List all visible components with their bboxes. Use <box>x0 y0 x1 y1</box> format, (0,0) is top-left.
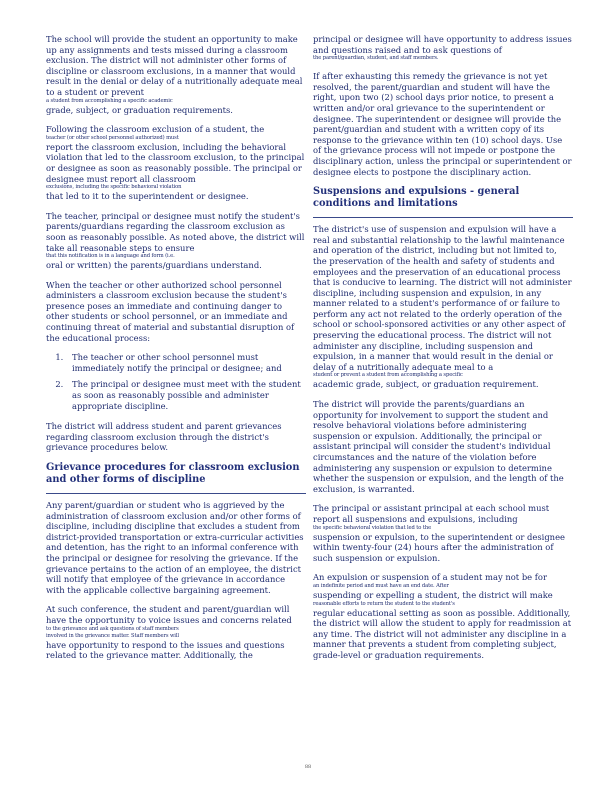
report-exclusion-paragraph: Following the classroom exclusion of a student, the teacher (or other school personnel authorized) must report the classroom exclusion, including the behavioral violation that led to the classroom exclusion, to the principal or designee as soon as reasonably possible. The principal or designee must report all classroom exclusions, including the specific behavioral violation that led to it to the superintendent or designee. <box>46 124 305 202</box>
conference-paragraph: At such conference, the student and parent/guardian will have the opportunity to voice issues and concerns related to the grievance and ask questions of staff members involved in the grievance matter. Staff members will have opportunity to respond to the issues and questions related to the grievance matter. Additionally, the <box>46 604 292 661</box>
page-number: 88 <box>304 764 312 770</box>
heading-divider <box>313 217 573 218</box>
list-item: 1. The teacher or other school personnel must immediately notify the principal or designee; and <box>66 352 306 373</box>
heading-divider <box>46 493 306 494</box>
makeup-assignments-paragraph: The school will provide the student an opportunity to make up any assignments and tests missed during a classroom exclusion. The district will not administer other forms of discipline or classroom exclusions, in a manner that would result in the denial or delay of a nutritionally adequate meal to a student or prevent a student from accomplishing a specific academic grade, subject, or graduation requirements. <box>46 34 303 115</box>
notify-parents-paragraph: The teacher, principal or designee must notify the student's parents/guardians regarding the classroom exclusion as soon as reasonably possible. As noted above, the district will take all reasonable steps to ensure that this notification is in a language and form (i.e. oral or written) the parents/guardians understand. <box>46 210 305 271</box>
district-use-paragraph: The district's use of suspension and expulsion will have a real and substantial relationship to the lawful maintenance and operation of the district, including but not limited to, the preservation of the health and safety of students and employees and the preservation of an educational process that is conducive to learning. The district will not administer discipline, including suspension and expulsion, in any manner related to a student's performance of or failure to perform any act not related to the orderly operation of the school or school-sponsored activities or any other aspect of preserving the educational process. The district will not administer any discipline, including suspension and expulsion, in a manner that would result in the denial or delay of a nutritionally adequate meal to a student or prevent a student from accomplishing a specific academic grade, subject, or graduation requirement. <box>313 224 572 390</box>
grievance-intro-paragraph: The district will address student and parent grievances regarding classroom exclusion through the district's grievance procedures below. <box>46 421 282 453</box>
immediate-danger-paragraph: When the teacher or other authorized school personnel administers a classroom exclusion because the student's presence poses an immediate and continuing danger to other students or school personnel, or an immediate and continuing threat of material and substantial disruption of the educational process: <box>46 279 295 343</box>
procedure-list <box>46 352 306 411</box>
right-column <box>313 34 573 670</box>
suspensions-heading: Suspensions and expulsions - general conditions and limitations <box>313 186 520 210</box>
grievance-heading: Grievance procedures for classroom exclusion and other forms of discipline <box>46 462 300 485</box>
report-suspensions-paragraph: The principal or assistant principal at each school must report all suspensions and expulsions, including the specific behavioral violation that led to the suspension or expulsion, to the superintendent or designee within twenty-four (24) hours after the administration of such suspension or expulsion. <box>313 503 565 563</box>
left-column <box>46 34 306 670</box>
grievance-escalation-paragraph: If after exhausting this remedy the grievance is not yet resolved, the parent/guardian and student will have the right, upon two (2) school days prior notice, to present a written and/or oral grievance to the superintendent or designee. The superintendent or designee will provide the parent/guardian and student with a written copy of its response to the grievance within ten (10) school days. Use of the grievance process will not impede or postpone the disciplinary action, unless the principal or superintendent or designee elects to postpone the disciplinary action. <box>313 71 572 177</box>
aggrieved-paragraph: Any parent/guardian or student who is aggrieved by the administration of classroom exclusion and/or other forms of discipline, including discipline that excludes a student from district-provided transportation or extra-curricular activities and detention, has the right to an informal conference with the principal or designee for resolving the grievance. If the grievance pertains to the action of an employee, the district will notify that employee of the grievance in accordance with the applicable collective bargaining agreement. <box>46 500 304 595</box>
parent-involvement-paragraph: The district will provide the parents/guardians an opportunity for involvement to support the student and resolve behavioral violations before administering suspension or expulsion. Additionally, the principal or assistant principal will consider the student's individual circumstances and the nature of the violation before administering any suspension or expulsion to determine whether the suspension or expulsion, and the length of the exclusion, is warranted. <box>313 399 564 494</box>
expulsion-period-paragraph: An expulsion or suspension of a student may not be for an indefinite period and must have an end date. After suspending or expelling a student, the district will make reasonable efforts to return the student to the student's regular educational setting as soon as possible. Additionally, the district will allow the student to apply for readmission at any time. The district will not administer any discipline in a manner that prevents a student from completing subject, grade-level or graduation requirements. <box>313 572 572 660</box>
list-item: 2. The principal or designee must meet with the student as soon as reasonably possible and administer appropriate discipline. <box>66 379 306 411</box>
principal-address-paragraph: principal or designee will have opportunity to address issues and questions raised and to ask questions of the parent/guardian, student, and staff members. <box>313 34 572 62</box>
